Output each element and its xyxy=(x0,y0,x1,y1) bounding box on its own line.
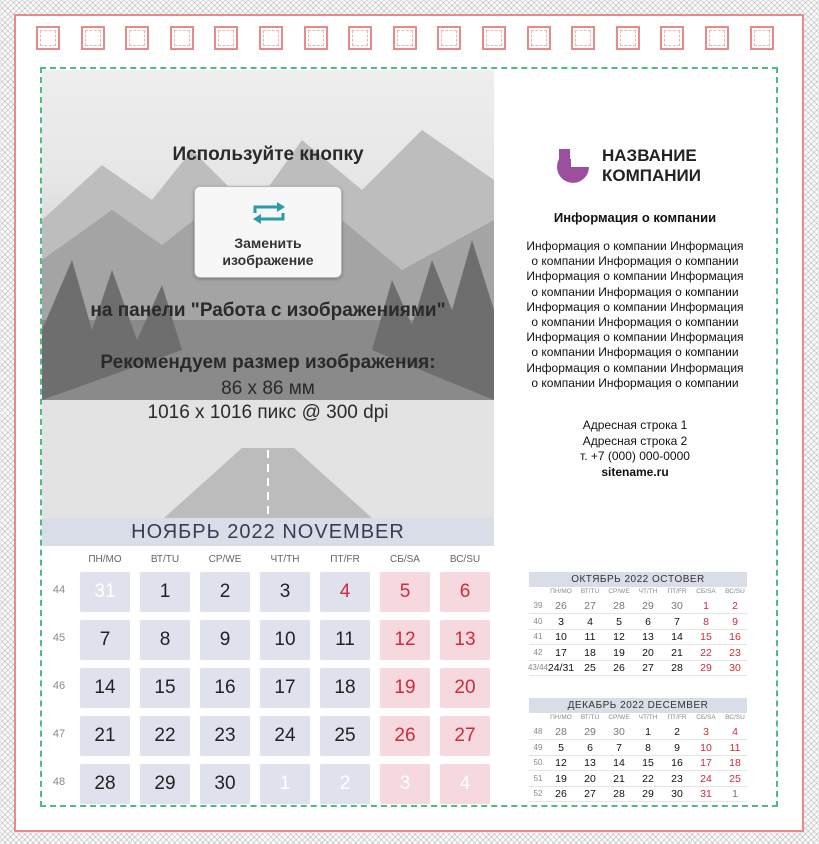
mini-row-divider xyxy=(529,613,747,614)
mini-calendar-day: 8 xyxy=(645,741,651,754)
week-number: 48 xyxy=(52,776,66,788)
calendar-day: 8 xyxy=(140,620,190,660)
mini-calendar-day: 12 xyxy=(613,631,625,643)
mini-calendar-day: 27 xyxy=(584,788,596,800)
binding-holes xyxy=(36,26,776,52)
calendar-day: 23 xyxy=(200,716,250,756)
mini-calendar-day: 7 xyxy=(616,741,622,754)
company-info-line: о компании Информация о компании xyxy=(531,375,739,390)
mini-calendar-day: 16 xyxy=(729,631,741,643)
mini-calendar-day: 26 xyxy=(555,788,567,800)
calendar-day: 13 xyxy=(440,620,490,660)
mini-row-divider xyxy=(529,770,747,771)
company-info-line: о компании Информация о компании xyxy=(531,345,739,360)
mini-calendar-day: 5 xyxy=(616,615,622,628)
binding-hole xyxy=(304,26,328,50)
placeholder-instruction: Используйте кнопку xyxy=(172,144,364,165)
calendar-day: 2 xyxy=(200,572,250,612)
calendar-day: 7 xyxy=(80,620,130,660)
address-line-2: Адресная строка 2 xyxy=(582,433,688,448)
mini-week-number: 50 xyxy=(533,758,543,767)
mini-calendar-day: 26 xyxy=(555,600,567,612)
company-info-line: о компании Информация о компании xyxy=(531,254,739,269)
calendar-day: 17 xyxy=(260,668,310,708)
company-info-line: Информация о компании Информация xyxy=(526,269,744,284)
calendar-day: 30 xyxy=(200,764,250,804)
binding-hole xyxy=(660,26,684,50)
company-info-line: о компании Информация о компании xyxy=(531,315,739,330)
mini-month-title: ДЕКАБРЬ 2022 DECEMBER xyxy=(529,698,747,713)
weekday-header: ЧТ/TH xyxy=(270,554,300,565)
mini-calendar-day: 20 xyxy=(584,772,596,785)
company-info-line: Информация о компании Информация xyxy=(526,360,744,375)
binding-hole xyxy=(437,26,461,50)
calendar-day: 26 xyxy=(380,716,430,756)
address-line-1: Адресная строка 1 xyxy=(582,418,688,432)
mini-month-title: ОКТЯБРЬ 2022 OCTOBER xyxy=(529,572,747,587)
calendar-day: 16 xyxy=(200,668,250,708)
mini-calendar-day: 18 xyxy=(584,646,596,659)
mini-calendar-day: 3 xyxy=(703,726,709,738)
mini-calendar-day: 28 xyxy=(671,662,683,674)
mini-calendar-day: 3 xyxy=(558,615,564,628)
calendar-day: 5 xyxy=(380,572,430,612)
mini-row-divider xyxy=(529,801,747,802)
calendar-day: 1 xyxy=(260,764,310,804)
weekday-header: СР/WE xyxy=(208,554,242,565)
binding-hole xyxy=(36,26,60,50)
binding-hole xyxy=(571,26,595,50)
company-logo-icon xyxy=(555,145,595,185)
company-info-title: Информация о компании xyxy=(553,210,717,225)
mini-calendar-day: 13 xyxy=(642,631,654,643)
week-number: 44 xyxy=(52,584,66,596)
mini-calendar-day: 15 xyxy=(700,631,712,643)
mini-calendar-day: 1 xyxy=(732,788,738,800)
calendar-day: 25 xyxy=(320,716,370,756)
mountain-landscape-image xyxy=(42,70,494,518)
mini-calendar-day: 24/31 xyxy=(547,662,575,674)
calendar-day: 28 xyxy=(80,764,130,804)
binding-hole xyxy=(214,26,238,50)
mini-row-divider xyxy=(529,675,747,676)
mini-weekday-header: СР/WE xyxy=(608,714,630,721)
mini-calendar-day: 1 xyxy=(703,600,709,612)
mini-calendar-day: 2 xyxy=(674,726,680,738)
mini-calendar-day: 29 xyxy=(700,662,712,674)
calendar-day: 12 xyxy=(380,620,430,660)
mini-calendar-day: 14 xyxy=(613,757,625,769)
company-name: НАЗВАНИЕ КОМПАНИИ xyxy=(602,146,701,185)
photo-placeholder[interactable] xyxy=(42,70,494,518)
binding-hole xyxy=(125,26,149,50)
mini-weekday-header: ВТ/TU xyxy=(580,588,600,595)
company-address-block xyxy=(505,418,765,480)
mini-calendar-day: 28 xyxy=(613,600,625,612)
company-info-line: о компании Информация о компании xyxy=(531,284,739,299)
calendar-day: 19 xyxy=(380,668,430,708)
binding-hole xyxy=(348,26,372,50)
mini-calendar-day: 4 xyxy=(587,615,593,628)
mini-week-number: 52 xyxy=(533,789,543,798)
mini-month-december xyxy=(525,698,750,806)
mini-calendar-day: 5 xyxy=(558,741,564,754)
mini-calendar-day: 12 xyxy=(555,757,567,769)
weekday-header: ПН/MO xyxy=(88,554,122,565)
calendar-day: 10 xyxy=(260,620,310,660)
mini-weekday-header: СБ/SA xyxy=(696,714,716,721)
mini-calendar-day: 18 xyxy=(729,757,741,769)
mini-row-divider xyxy=(529,660,747,661)
week-number: 46 xyxy=(52,680,66,692)
mini-week-number: 39 xyxy=(533,601,543,610)
mini-weekday-header: СБ/SA xyxy=(696,588,716,595)
company-info-line: Информация о компании Информация xyxy=(526,330,744,345)
mini-week-number: 49 xyxy=(533,742,543,752)
mini-calendar-day: 29 xyxy=(642,788,654,800)
mini-row-divider xyxy=(529,786,747,787)
mini-weekday-header: ВС/SU xyxy=(725,588,745,595)
mini-calendar-day: 30 xyxy=(613,726,625,738)
company-info-line: Информация о компании Информация xyxy=(526,299,744,314)
mini-calendar-day: 26 xyxy=(613,662,625,674)
mini-calendar-day: 19 xyxy=(555,772,567,785)
mini-calendar-day: 28 xyxy=(613,788,625,800)
replace-image-button[interactable] xyxy=(194,186,342,278)
calendar-day: 15 xyxy=(140,668,190,708)
mini-weekday-header: ПТ/FR xyxy=(667,588,687,595)
calendar-day: 9 xyxy=(200,620,250,660)
mini-weekday-header: СР/WE xyxy=(608,588,630,595)
company-info-text xyxy=(505,239,765,391)
mini-calendar-day: 21 xyxy=(613,772,625,785)
mini-week-number: 42 xyxy=(533,647,543,657)
mini-row-divider xyxy=(529,755,747,756)
mini-calendar-day: 27 xyxy=(642,662,654,674)
mini-calendar-day: 14 xyxy=(671,631,683,643)
mini-calendar-day: 24 xyxy=(700,772,712,785)
phone-line: т. +7 (000) 000-0000 xyxy=(580,449,690,463)
mini-weekday-header: ЧТ/TH xyxy=(638,588,658,595)
calendar-day: 1 xyxy=(140,572,190,612)
mini-calendar-day: 11 xyxy=(729,741,741,754)
mini-calendar-day: 22 xyxy=(700,646,712,659)
calendar-day: 3 xyxy=(380,764,430,804)
mini-calendar-day: 8 xyxy=(703,615,709,628)
mini-calendar-day: 17 xyxy=(555,646,567,659)
calendar-day: 11 xyxy=(320,620,370,660)
website-line: sitename.ru xyxy=(601,464,669,479)
calendar-day: 20 xyxy=(440,668,490,708)
mini-calendar-day: 4 xyxy=(732,726,738,738)
calendar-day: 29 xyxy=(140,764,190,804)
mini-calendar-day: 10 xyxy=(555,631,567,643)
mini-calendar-day: 23 xyxy=(671,772,683,785)
mini-row-divider xyxy=(529,739,747,740)
mini-calendar-day: 27 xyxy=(584,600,596,612)
calendar-day: 6 xyxy=(440,572,490,612)
replace-button-label: Заменить изображение xyxy=(222,235,314,268)
placeholder-size-title: Рекомендуем размер изображения: xyxy=(100,352,436,373)
mini-calendar-day: 17 xyxy=(700,757,712,769)
binding-hole xyxy=(527,26,551,50)
calendar-day: 3 xyxy=(260,572,310,612)
binding-hole xyxy=(616,26,640,50)
mini-calendar-day: 31 xyxy=(700,788,712,800)
mini-calendar-day: 29 xyxy=(642,600,654,612)
mini-row-divider xyxy=(529,644,747,645)
calendar-day: 4 xyxy=(320,572,370,612)
mini-calendar-day: 16 xyxy=(671,757,683,769)
placeholder-panel-hint: на панели "Работа с изображениями" xyxy=(90,300,446,321)
weekday-header: ПТ/FR xyxy=(330,554,360,565)
mini-row-divider xyxy=(529,629,747,630)
mini-calendar-day: 7 xyxy=(674,615,680,628)
mini-calendar-day: 19 xyxy=(613,646,625,659)
mini-calendar-day: 1 xyxy=(645,726,651,738)
mini-calendar-day: 6 xyxy=(587,741,593,754)
mini-calendar-day: 11 xyxy=(584,631,596,643)
mini-calendar-day: 30 xyxy=(729,662,741,674)
mini-weekday-header: ПН/MO xyxy=(550,588,572,595)
calendar-day: 2 xyxy=(320,764,370,804)
mini-calendar-day: 30 xyxy=(671,788,683,800)
mini-week-number: 51 xyxy=(533,773,543,783)
calendar-day: 24 xyxy=(260,716,310,756)
calendar-day: 21 xyxy=(80,716,130,756)
mini-calendar-day: 10 xyxy=(700,741,712,754)
binding-hole xyxy=(259,26,283,50)
weekday-header: СБ/SA xyxy=(390,554,420,565)
mini-calendar-day: 21 xyxy=(671,646,683,659)
placeholder-size-px: 1016 х 1016 пикс @ 300 dpi xyxy=(147,402,389,423)
calendar-day: 31 xyxy=(80,572,130,612)
mini-calendar-day: 25 xyxy=(729,772,741,785)
mini-weekday-header: ВС/SU xyxy=(725,714,745,721)
placeholder-size-mm: 86 х 86 мм xyxy=(221,378,315,399)
mini-week-number: 48 xyxy=(533,727,543,736)
mini-week-number: 41 xyxy=(533,632,543,641)
mini-weekday-header: ВТ/TU xyxy=(580,714,600,721)
binding-hole xyxy=(705,26,729,50)
mini-calendar-day: 29 xyxy=(584,726,596,738)
binding-hole xyxy=(393,26,417,50)
calendar-day: 22 xyxy=(140,716,190,756)
mini-month-october xyxy=(525,572,750,682)
company-info-line: Информация о компании Информация xyxy=(526,239,744,253)
binding-hole xyxy=(81,26,105,50)
mini-calendar-day: 22 xyxy=(642,772,654,785)
calendar-day: 18 xyxy=(320,668,370,708)
week-number: 45 xyxy=(52,632,66,644)
mini-weekday-header: ПТ/FR xyxy=(667,714,687,721)
mini-calendar-day: 13 xyxy=(584,757,596,769)
mini-calendar-day: 23 xyxy=(729,646,741,659)
weekday-header: ВТ/TU xyxy=(150,554,180,565)
mini-calendar-day: 30 xyxy=(671,600,683,612)
weekday-header: ВС/SU xyxy=(449,554,481,565)
mini-calendar-day: 15 xyxy=(642,757,654,769)
calendar-day: 14 xyxy=(80,668,130,708)
calendar-day: 4 xyxy=(440,764,490,804)
calendar-day: 27 xyxy=(440,716,490,756)
replace-icon xyxy=(249,199,289,227)
mini-calendar-day: 28 xyxy=(555,726,567,738)
mini-weekday-header: ПН/MO xyxy=(550,714,572,721)
binding-hole xyxy=(482,26,506,50)
week-number: 47 xyxy=(52,728,66,740)
mini-calendar-day: 9 xyxy=(674,741,680,754)
main-month-grid xyxy=(42,546,494,804)
mini-calendar-day: 6 xyxy=(645,615,651,628)
mini-weekday-header: ЧТ/TH xyxy=(638,714,658,721)
main-month-title: НОЯБРЬ 2022 NOVEMBER xyxy=(42,518,494,546)
mini-calendar-day: 9 xyxy=(732,615,738,628)
binding-hole xyxy=(170,26,194,50)
binding-hole xyxy=(750,26,774,50)
mini-calendar-day: 2 xyxy=(732,600,738,612)
mini-week-number: 40 xyxy=(533,616,543,626)
mini-week-number: 43/44 xyxy=(527,663,549,672)
mini-calendar-day: 20 xyxy=(642,646,654,659)
mini-calendar-day: 25 xyxy=(584,662,596,674)
